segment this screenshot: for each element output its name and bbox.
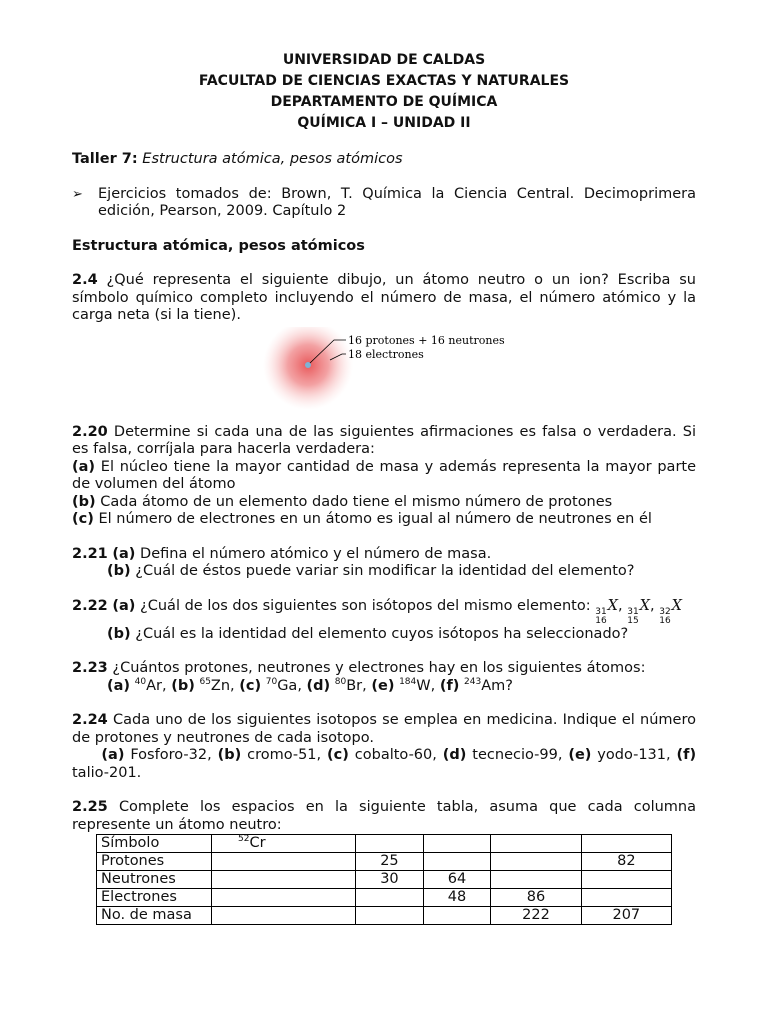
source-bullet: ➢ Ejercicios tomados de: Brown, T. Química la Ciencia Central. Decimoprimera edición, Pearson, 2009. Capítulo 2 bbox=[72, 185, 696, 219]
question-2-25: 2.25 Complete los espacios en la siguiente tabla, asuma que cada columna represente un átomo neutro: bbox=[72, 799, 696, 833]
table-cell[interactable] bbox=[491, 871, 581, 889]
table-cell[interactable] bbox=[491, 853, 581, 871]
table-cell[interactable] bbox=[491, 835, 581, 853]
question-2-24-items: (a) Fosforo-32, (b) cromo-51, (c) cobalto-60, (d) tecnecio-99, (e) yodo-131, (f) talio-201. bbox=[72, 747, 697, 781]
table-cell[interactable]: 86 bbox=[491, 889, 581, 907]
table-cell[interactable]: 30 bbox=[356, 871, 424, 889]
table-cell[interactable] bbox=[356, 889, 424, 907]
electrons-label: 18 electrones bbox=[348, 347, 424, 361]
document-header bbox=[72, 50, 696, 134]
question-2-23: 2.23 ¿Cuántos protones, neutrones y electrones hay en los siguientes átomos: bbox=[72, 660, 646, 676]
table-cell[interactable]: 25 bbox=[356, 853, 424, 871]
faculty-name: FACULTAD DE CIENCIAS EXACTAS Y NATURALES bbox=[198, 73, 570, 89]
atom-diagram bbox=[262, 327, 592, 409]
table-cell[interactable]: 207 bbox=[581, 907, 671, 925]
atom-figure bbox=[72, 331, 696, 411]
table-cell[interactable]: $^{52}$Cr bbox=[212, 835, 356, 853]
table-cell[interactable] bbox=[212, 889, 356, 907]
table-cell[interactable] bbox=[581, 871, 671, 889]
table-cell[interactable]: 64 bbox=[423, 871, 491, 889]
department-name: DEPARTAMENTO DE QUÍMICA bbox=[270, 94, 498, 110]
table-cell-label: Neutrones bbox=[97, 871, 212, 889]
table-cell[interactable] bbox=[423, 853, 491, 871]
table-cell[interactable]: 48 bbox=[423, 889, 491, 907]
table-cell[interactable] bbox=[212, 853, 356, 871]
question-2-22-a: 2.22 (a) ¿Cuál de los dos siguientes son isótopos del mismo elemento: 31 16 X, 31 15 X, 32 16 X bbox=[72, 597, 682, 626]
table-row bbox=[97, 871, 672, 889]
table-cell[interactable] bbox=[212, 871, 356, 889]
section-title: Estructura atómica, pesos atómicos bbox=[72, 237, 365, 254]
arrow-bullet-icon: ➢ bbox=[72, 186, 83, 202]
question-2-21-a: 2.21 (a) Defina el número atómico y el número de masa. bbox=[72, 545, 492, 562]
question-2-22-b: (b) ¿Cuál es la identidad del elemento cuyos isótopos ha seleccionado? bbox=[107, 625, 629, 642]
table-cell[interactable] bbox=[423, 835, 491, 853]
table-cell-label: Protones bbox=[97, 853, 212, 871]
isotope-2: 31 15 X bbox=[627, 597, 650, 626]
question-2-20: 2.20 Determine si cada una de las siguientes afirmaciones es falsa o verdadera. Si es falsa, corríjala para hacerla verdadera: bbox=[72, 423, 696, 457]
table-cell[interactable] bbox=[356, 907, 424, 925]
document-page bbox=[72, 50, 696, 925]
table-cell[interactable] bbox=[581, 889, 671, 907]
isotope-table bbox=[96, 834, 672, 925]
table-row bbox=[97, 853, 672, 871]
isotope-3: 32 16 X bbox=[659, 597, 682, 626]
table-row bbox=[97, 889, 672, 907]
question-2-20-a: (a) El núcleo tiene la mayor cantidad de masa y además representa la mayor parte de volumen del átomo bbox=[72, 458, 697, 492]
table-cell[interactable]: 82 bbox=[581, 853, 671, 871]
taller-heading: Taller 7: Estructura atómica, pesos atómicos bbox=[72, 151, 403, 167]
nucleus-label: 16 protones + 16 neutrones bbox=[348, 333, 505, 347]
isotope-1: 31 16 X bbox=[595, 597, 618, 626]
question-2-24: 2.24 Cada uno de los siguientes isotopos se emplea en medicina. Indique el número de protones y neutrones de cada isotopo. bbox=[72, 712, 696, 746]
course-name: QUÍMICA I – UNIDAD II bbox=[297, 115, 471, 131]
question-2-20-b: (b) Cada átomo de un elemento dado tiene el mismo número de protones bbox=[72, 493, 613, 510]
table-cell[interactable] bbox=[356, 835, 424, 853]
table-cell-label: Símbolo bbox=[97, 835, 212, 853]
question-2-20-c: (c) El número de electrones en un átomo es igual al número de neutrones en él bbox=[72, 511, 652, 527]
table-cell[interactable] bbox=[212, 907, 356, 925]
table-cell-label: No. de masa bbox=[97, 907, 212, 925]
table-cell[interactable] bbox=[581, 835, 671, 853]
question-2-4: 2.4 ¿Qué representa el siguiente dibujo, un átomo neutro o un ion? Escriba su símbolo químico completo incluyendo el número de masa, el número atómico y la carga neta (si la tiene). bbox=[72, 272, 697, 323]
table-cell-label: Electrones bbox=[97, 889, 212, 907]
table-row bbox=[97, 907, 672, 925]
table-cell[interactable]: 222 bbox=[491, 907, 581, 925]
table-cell[interactable] bbox=[423, 907, 491, 925]
table-row bbox=[97, 835, 672, 853]
university-name: UNIVERSIDAD DE CALDAS bbox=[282, 52, 486, 68]
question-2-23-atoms: (a) $^{40}$Ar, (b) $^{65}$Zn, (c) $^{70}$Ga, (d) $^{80}$Br, (e) $^{184}$W, (f) $^{243}$Am? bbox=[107, 676, 513, 694]
question-2-21-b: (b) ¿Cuál de éstos puede variar sin modificar la identidad del elemento? bbox=[107, 563, 635, 579]
